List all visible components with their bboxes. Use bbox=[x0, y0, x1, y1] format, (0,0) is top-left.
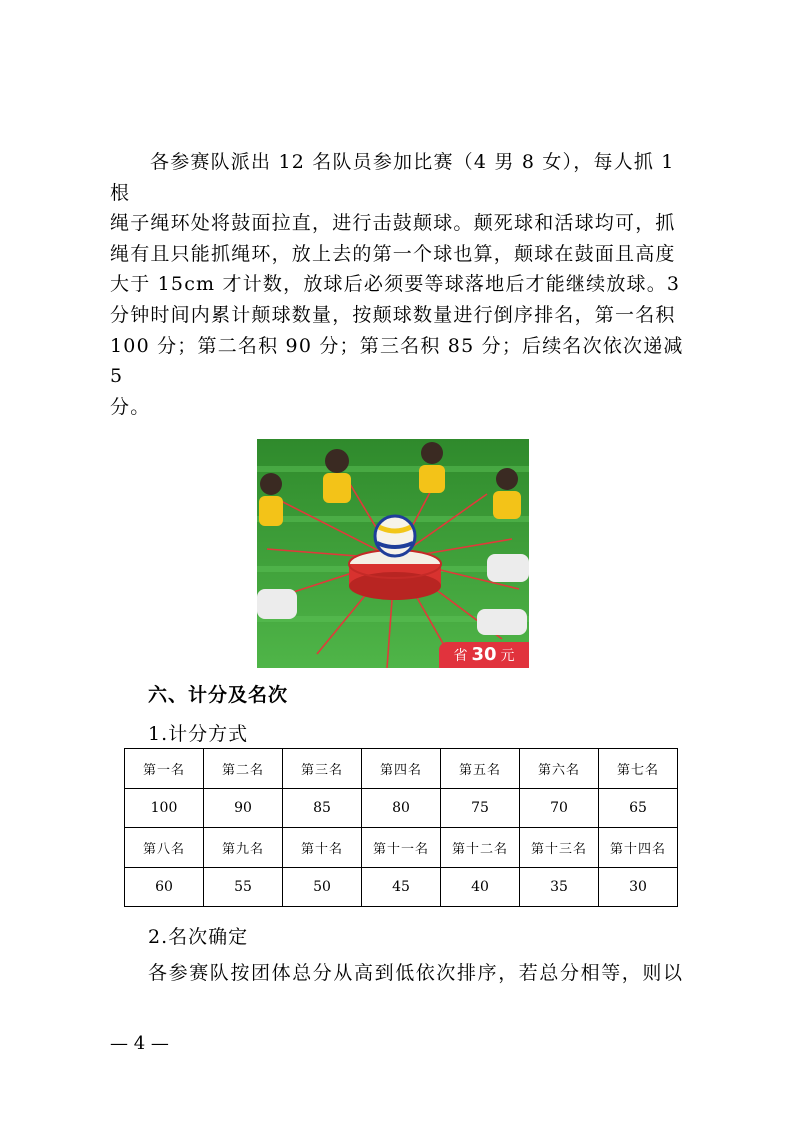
table-cell: 60 bbox=[125, 868, 204, 907]
score-table bbox=[124, 748, 678, 907]
rules-line-6: 100 分；第二名积 90 分；第三名积 85 分；后续名次依次递减 5 bbox=[110, 334, 684, 388]
discount-badge: 省 30 元 bbox=[439, 642, 529, 668]
rules-line-5: 分钟时间内累计颠球数量，按颠球数量进行倒序排名，第一名积 bbox=[110, 303, 676, 326]
table-cell: 第八名 bbox=[125, 828, 204, 868]
table-cell: 第六名 bbox=[520, 749, 599, 789]
table-cell: 第十二名 bbox=[441, 828, 520, 868]
rules-line-2: 绳子绳环处将鼓面拉直，进行击鼓颠球。颠死球和活球均可，抓 bbox=[110, 212, 676, 235]
table-cell: 55 bbox=[204, 868, 283, 907]
table-row bbox=[125, 868, 678, 907]
drum-game-illustration bbox=[257, 439, 529, 668]
page-number: — 4 — bbox=[110, 1033, 169, 1054]
rules-paragraph bbox=[110, 147, 695, 422]
table-cell: 第三名 bbox=[283, 749, 362, 789]
table-row bbox=[125, 828, 678, 868]
table-cell: 第四名 bbox=[362, 749, 441, 789]
table-cell: 100 bbox=[125, 789, 204, 828]
table-cell: 第十名 bbox=[283, 828, 362, 868]
table-cell: 第十四名 bbox=[599, 828, 678, 868]
table-cell: 第一名 bbox=[125, 749, 204, 789]
table-row bbox=[125, 789, 678, 828]
table-cell: 40 bbox=[441, 868, 520, 907]
table-cell: 50 bbox=[283, 868, 362, 907]
table-row bbox=[125, 749, 678, 789]
section-heading: 六、计分及名次 bbox=[148, 684, 289, 706]
rules-line-3: 绳有且只能抓绳环，放上去的第一个球也算，颠球在鼓面且高度 bbox=[110, 242, 676, 265]
table-cell: 第十三名 bbox=[520, 828, 599, 868]
table-cell: 30 bbox=[599, 868, 678, 907]
table-cell: 85 bbox=[283, 789, 362, 828]
rules-line-7: 分。 bbox=[110, 395, 151, 418]
table-cell: 70 bbox=[520, 789, 599, 828]
rules-line-4: 大于 15cm 才计数，放球后必须要等球落地后才能继续放球。3 bbox=[110, 273, 681, 296]
drum-game-photo bbox=[257, 439, 529, 668]
table-cell: 第二名 bbox=[204, 749, 283, 789]
table-cell: 90 bbox=[204, 789, 283, 828]
table-cell: 65 bbox=[599, 789, 678, 828]
table-cell: 第九名 bbox=[204, 828, 283, 868]
table-cell: 75 bbox=[441, 789, 520, 828]
table-cell: 第七名 bbox=[599, 749, 678, 789]
table-cell: 35 bbox=[520, 868, 599, 907]
subsection-scoring-method: 1.计分方式 bbox=[148, 723, 249, 745]
subsection-ranking: 2.名次确定 bbox=[148, 926, 249, 948]
ranking-paragraph: 各参赛队按团体总分从高到低依次排序，若总分相等，则以 bbox=[148, 962, 684, 984]
rules-line-1: 各参赛队派出 12 名队员参加比赛（4 男 8 女），每人抓 1 根 bbox=[110, 151, 675, 204]
table-cell: 第十一名 bbox=[362, 828, 441, 868]
table-cell: 45 bbox=[362, 868, 441, 907]
table-cell: 第五名 bbox=[441, 749, 520, 789]
table-cell: 80 bbox=[362, 789, 441, 828]
